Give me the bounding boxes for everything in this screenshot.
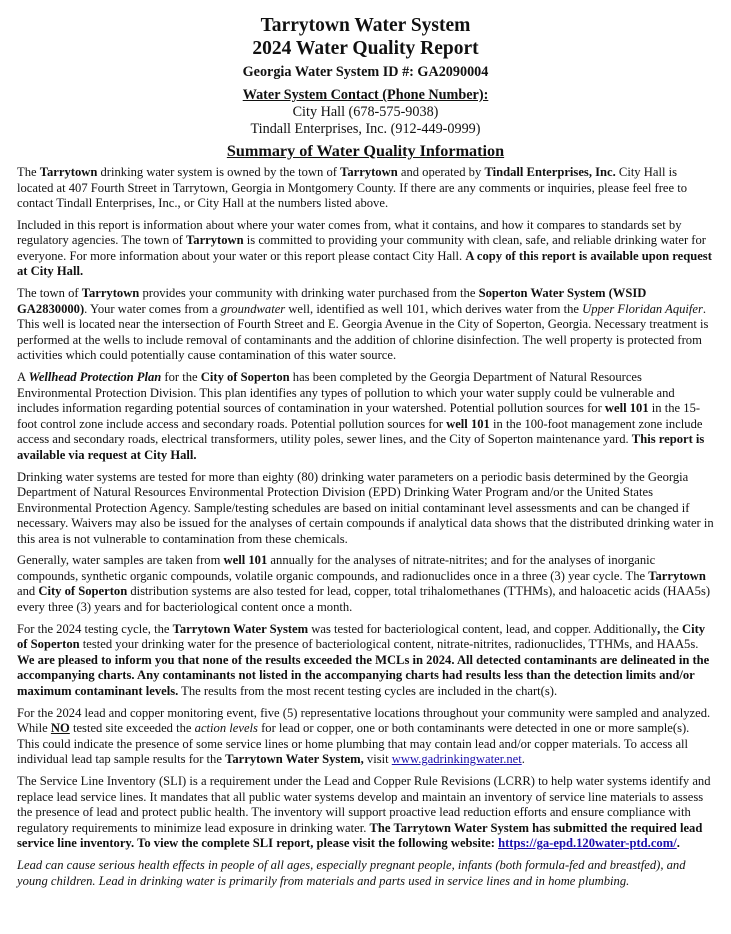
paragraph-2024-testing: For the 2024 testing cycle, the Tarrytown Water System was tested for bacteriological content, lead, and copper. Additionally, the City of Soperton tested your drinking water for the presence of bacteriological content, nitrate-nitrites, radionuclides, TTHMs, and HAA5s. We are pleased to inform you that none of the results exceeded the MCLs in 2024. All detected contaminants are delineated in the accompanying charts. Any contaminants not listed in the accompanying charts had results less than the detection limits and/or maximum contaminant levels. The results from the most recent testing cycles are included in the chart(s). <box>17 621 710 698</box>
paragraph-water-source: The town of Tarrytown provides your community with drinking water purchased from the Soperton Water System (WSID GA2830000). Your water comes from a groundwater well, identified as well 101, which derives water from the Upper Floridan Aquifer. This well is located near the intersection of Fourth Street and E. Georgia Avenue in the City of Soperton, Georgia. Necessary treatment is performed at the wells to include removal of contaminants and the addition of chlorine disinfection. The well property is protected from activities which could potentially cause contamination of this water source. <box>17 286 709 363</box>
gadrinkingwater-link[interactable]: www.gadrinkingwater.net <box>391 752 522 767</box>
report-body <box>17 165 714 889</box>
sli-report-link[interactable]: https://ga-epd.120water-ptd.com/ <box>498 836 677 851</box>
contact-heading: Water System Contact (Phone Number): <box>242 87 489 103</box>
paragraph-report-info: Included in this report is information about where your water comes from, what it contains, and how it compares to standards set by regulatory agencies. The town of Tarrytown is committed to providing your community with clean, safe, and reliable drinking water for everyone. For more information about your water or this report please contact City Hall. A copy of this report is available upon request at City Hall. <box>17 217 712 279</box>
report-header <box>17 14 714 161</box>
paragraph-wellhead-protection: A Wellhead Protection Plan for the City of Soperton has been completed by the Georgia Department of Natural Resources Environmental Protection Division. This plan identifies any types of pollution to which your water supply could be vulnerable and includes information regarding potential sources of contamination in your watershed. Potential pollution sources for well 101 in the 15-foot control zone include access and secondary roads. Potential pollution sources for well 101 in the 100-foot management zone include access and secondary roads, electrical transformers, utility poles, sewer lines, and the City of Soperton maintenance yard. This report is available via request at City Hall. <box>17 370 705 462</box>
paragraph-lead-copper: For the 2024 lead and copper monitoring event, five (5) representative locations throughout your community were sampled and analyzed. While NO tested site exceeded the action levels for lead or copper, one or both contaminants were detected in one or more sample(s). This could indicate the presence of some service lines or home plumbing that may contain lead and/or copper materials. To access all individual lead tap sample results for the Tarrytown Water System, visit www.gadrinkingwater.net. <box>17 705 711 767</box>
report-title-line1: Tarrytown Water System <box>260 15 471 36</box>
contact-tindall: Tindall Enterprises, Inc. (912-449-0999) <box>250 121 481 137</box>
paragraph-lead-health-effects: Lead can cause serious health effects in people of all ages, especially pregnant people, infants (both formula-fed and breastfed), and young children. Lead in drinking water is primarily from materials and parts used in service lines and in home plumbing. <box>17 858 686 888</box>
paragraph-testing-parameters: Drinking water systems are tested for more than eighty (80) drinking water parameters on a periodic basis determined by the Georgia Department of Natural Resources Environmental Protection Division (EPD) Drinking Water Program and/or the United States Environmental Protection Agency. Sample/testing schedules are based on initial contaminant level assessments and can be changed if necessary. Waivers may also be issued for the analyses of certain compounds if analytical data shows that the distributed drinking water in this area is not vulnerable to contamination from these chemicals. <box>17 469 714 546</box>
system-id: Georgia Water System ID #: GA2090004 <box>242 64 489 80</box>
paragraph-sampling: Generally, water samples are taken from well 101 annually for the analyses of nitrate-nitrites; and for the analyses of inorganic compounds, synthetic organic compounds, volatile organic compounds, and radionuclides once in a three (3) year cycle. The Tarrytown and City of Soperton distribution systems are also tested for lead, copper, total trihalomethanes (TTHMs), and haloacetic acids (HAA5s) every three (3) years and for bacteriological content once a month. <box>17 553 711 614</box>
report-title-line2: 2024 Water Quality Report <box>252 38 479 59</box>
paragraph-service-line-inventory: The Service Line Inventory (SLI) is a requirement under the Lead and Copper Rule Revisions (LCRR) to help water systems identify and replace lead service lines. It mandates that all public water systems develop and maintain an inventory of service line materials to assess the presence of lead and protect public health. The inventory will support proactive lead reduction efforts and ensure compliance with regulatory requirements to minimize lead exposure in drinking water. The Tarrytown Water System has submitted the required lead service line inventory. To view the complete SLI report, please visit the following website: https://ga-epd.120water-ptd.com/. <box>17 774 711 851</box>
paragraph-ownership: The Tarrytown drinking water system is owned by the town of Tarrytown and operated by Tindall Enterprises, Inc. City Hall is located at 407 Fourth Street in Tarrytown, Georgia in Montgomery County. If there are any comments or inquiries, please feel free to contact Tindall Enterprises, Inc., or City Hall at the numbers listed above. <box>17 165 688 210</box>
summary-heading: Summary of Water Quality Information <box>226 142 505 160</box>
contact-city-hall: City Hall (678-575-9038) <box>292 104 439 120</box>
